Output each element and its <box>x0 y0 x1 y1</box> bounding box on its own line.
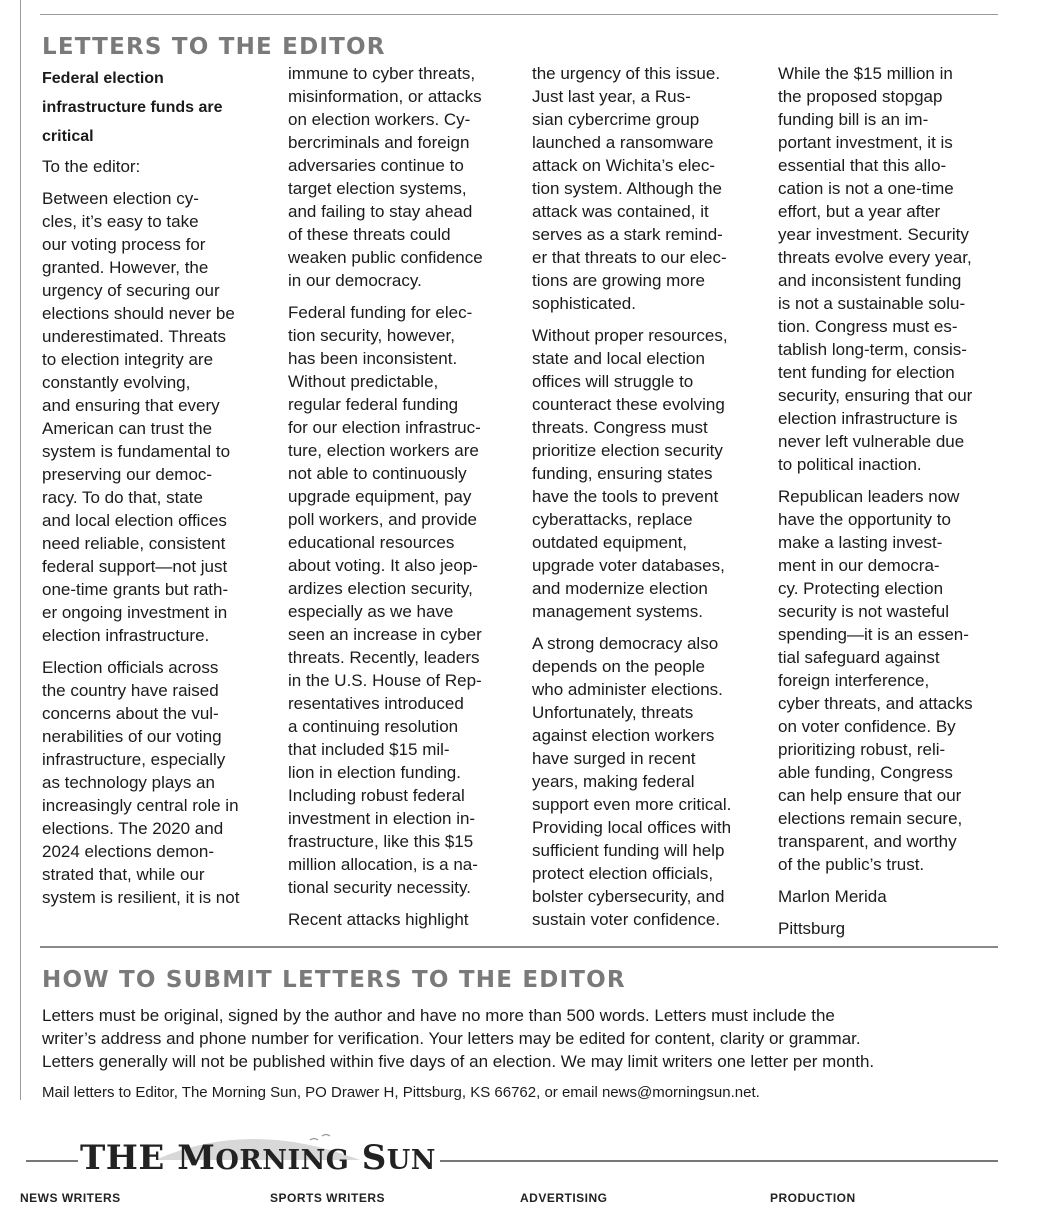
letter-paragraph: Republican leaders now have the opportunity to make a lasting invest- ment in our democra- cy. Protecting election security is not wasteful spending—it is an essen- tial safeguard against foreign interference, cyber threats, and attacks on voter confidence. By prioritizing robust, reli- able funding, Congress can help ensure that our elections remain secure, transparent, and worthy of the public’s trust. <box>778 487 973 874</box>
masthead-letter: M <box>177 1138 216 1178</box>
letter-paragraph: A strong democracy also depends on the people who administer elections. Unfortunately, threats against election workers have surged in recent years, making federal support even more critical. Providing local offices with sufficient funding will help protect election officials, bolster cybersecurity, and sustain voter confidence. <box>532 634 732 929</box>
staff-header-news: NEWS WRITERS <box>20 1191 121 1205</box>
letter-paragraph: Between election cy- cles, it’s easy to take our voting process for granted. However, the urgency of securing our elections should never be underestimated. Threats to election integrity are constantly evolving, and ensuring that every American can trust the system is fundamental to preserving our democ- racy. To do that, state and local election offices need reliable, consistent federal support—not just one-time grants but rath- er ongoing investment in election infrastructure. <box>42 189 235 645</box>
section-heading-letters: LETTERS TO THE EDITOR <box>42 34 386 60</box>
letter-paragraph: Federal funding for elec- tion security, however, has been inconsistent. Without predictable, regular federal funding for our election infrastruc- ture, election workers are not able to continuously upgrade equipment, pay poll workers, and provide educational resources about voting. It also jeop- ardizes election security, especially as we have seen an increase in cyber threats. Recently, leaders in the U.S. House of Rep- resentatives introduced a continuing resolution that included $15 mil- lion in election funding. Including robust federal investment in election in- frastructure, like this $15 million allocation, is a na- tional security necessity. <box>288 303 482 897</box>
masthead-word: UN <box>386 1145 436 1176</box>
section-heading-submit: HOW TO SUBMIT LETTERS TO THE EDITOR <box>42 967 626 993</box>
submission-guidelines: Letters must be original, signed by the author and have no more than 500 words. Letters must include the writer’s address and phone number for verification. Your letters may be edited for content, clarity or grammar. Letters generally will not be published within five days of an election. We may limit writers one letter per month. <box>42 1006 875 1071</box>
letter-column-2 <box>288 62 520 940</box>
left-column-rule <box>20 0 21 1100</box>
letter-paragraph: To the editor: <box>42 157 141 176</box>
masthead-letter: S <box>361 1138 387 1178</box>
masthead-word: ORNING <box>215 1145 350 1176</box>
letter-paragraph: immune to cyber threats, misinformation, or attacks on election workers. Cy- bercriminals and foreign adversaries continue to target election systems, and failing to stay ahead of these threats could weaken public confidence in our democracy. <box>288 64 483 290</box>
mailing-address: Mail letters to Editor, The Morning Sun, PO Drawer H, Pittsburg, KS 66762, or email news@morningsun.net. <box>42 1084 760 1101</box>
letter-column-3 <box>532 62 762 940</box>
letter-column-1 <box>42 64 270 918</box>
letter-paragraph: the urgency of this issue. Just last year, a Rus- sian cybercrime group launched a ransomware attack on Wichita’s elec- tion system. Although the attack was contained, it serves as a stark remind- er that threats to our elec- tions are growing more sophisticated. <box>532 64 727 313</box>
letter-location: Pittsburg <box>778 919 846 938</box>
letter-paragraph: Election officials across the country have raised concerns about the vul- nerabilities of our voting infrastructure, especially as technology plays an increasingly central role in elections. The 2020 and 2024 elections demon- strated that, while our system is resilient, it is not <box>42 658 240 907</box>
masthead-word: THE <box>80 1138 165 1178</box>
masthead-rule <box>440 1160 998 1162</box>
letter-paragraph: While the $15 million in the proposed stopgap funding bill is an im- portant investment, it is essential that this allo- cation is not a one-time effort, but a year after year investment. Security threats evolve every year, and inconsistent funding is not a sustainable solu- tion. Congress must es- tablish long-term, consis- tent funding for election security, ensuring that our election infrastructure is never left vulnerable due to political inaction. <box>778 64 973 474</box>
letter-headline: Federal election infrastructure funds are critical <box>42 70 223 145</box>
section-divider <box>40 946 998 948</box>
letter-column-4 <box>778 62 1008 949</box>
letter-signature: Marlon Merida <box>778 887 887 906</box>
top-divider <box>40 14 998 15</box>
newspaper-masthead <box>80 1138 436 1178</box>
letter-paragraph: Recent attacks highlight <box>288 910 469 929</box>
staff-header-sports: SPORTS WRITERS <box>270 1191 386 1205</box>
staff-header-production: PRODUCTION <box>770 1191 856 1205</box>
staff-header-advertising: ADVERTISING <box>520 1191 608 1205</box>
letter-paragraph: Without proper resources, state and local election offices will struggle to counteract these evolving threats. Congress must prioritize election security funding, ensuring states have the tools to prevent cyberattacks, replace outdated equipment, upgrade voter databases, and modernize election management systems. <box>532 326 728 621</box>
